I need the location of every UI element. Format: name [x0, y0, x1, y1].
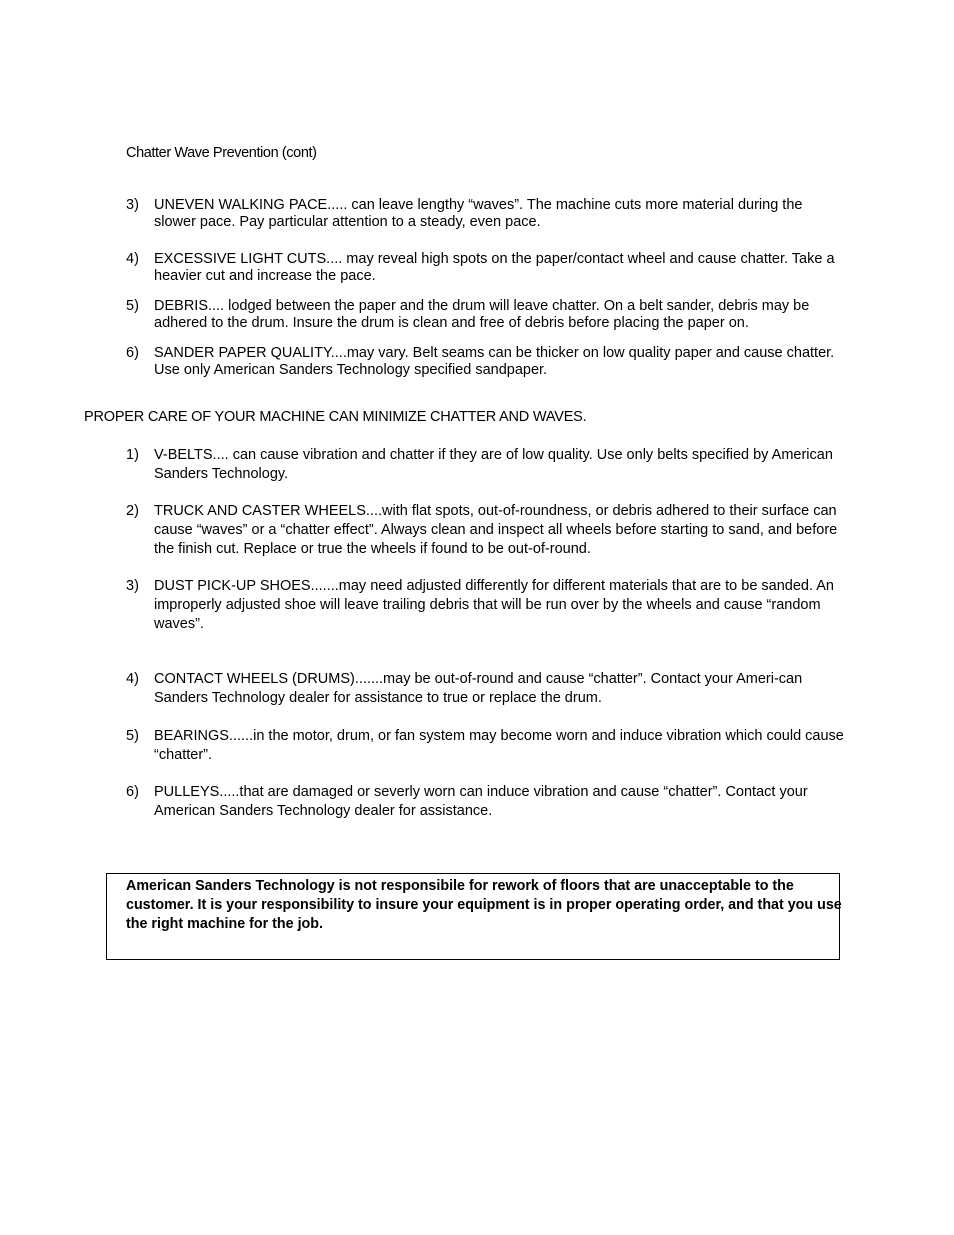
list-item-text: UNEVEN WALKING PACE..... can leave lengthy “waves”. The machine cuts more material during the slower pace. Pay particular attention to a steady, even pace. — [154, 197, 803, 230]
list-item-number: 2) — [126, 503, 139, 519]
list-item-number: 4) — [126, 671, 139, 687]
list-item-number: 3) — [126, 578, 139, 594]
section-heading: PROPER CARE OF YOUR MACHINE CAN MINIMIZE CHATTER AND WAVES. — [84, 409, 587, 425]
list-item-number: 3) — [126, 197, 139, 213]
list-item-text: TRUCK AND CASTER WHEELS....with flat spots, out-of-roundness, or debris adhered to their surface can cause “waves” or a “chatter effect”. Always clean and inspect all wheels before starting to sand, and before the finish cut. Replace or true the wheels if found to be out-of-round. — [154, 503, 838, 557]
list-item-number: 6) — [126, 784, 139, 800]
list-item-text: PULLEYS.....that are damaged or severly worn can induce vibration and cause “chatter”. Contact your American Sanders Technology dealer for assistance. — [154, 784, 808, 819]
list-item-text: CONTACT WHEELS (DRUMS).......may be out-of-round and cause “chatter”. Contact your Ameri-can Sanders Technology dealer for assistance to true or replace the drum. — [154, 671, 803, 706]
list-item-number: 5) — [126, 728, 139, 744]
list-item-text: DEBRIS.... lodged between the paper and the drum will leave chatter. On a belt sander, debris may be adhered to the drum. Insure the drum is clean and free of debris before placing the paper on. — [154, 298, 810, 331]
page-title: Chatter Wave Prevention (cont) — [126, 145, 317, 161]
list-item-number: 6) — [126, 345, 139, 361]
list-item-number: 5) — [126, 298, 139, 314]
list-item-text: V-BELTS.... can cause vibration and chatter if they are of low quality. Use only belts specified by American Sanders Technology. — [154, 447, 833, 482]
list-item-text: EXCESSIVE LIGHT CUTS.... may reveal high spots on the paper/contact wheel and cause chatter. Take a heavier cut and increase the pace. — [154, 251, 835, 284]
list-item-text: BEARINGS......in the motor, drum, or fan system may become worn and induce vibration which could cause “chatter”. — [154, 728, 844, 763]
disclaimer-text: American Sanders Technology is not responsibile for rework of floors that are unacceptable to the customer. It is your responsibility to insure your equipment is in proper operating order, and that you use the right machine for the job. — [126, 878, 842, 932]
list-item-text: SANDER PAPER QUALITY....may vary. Belt seams can be thicker on low quality paper and cause chatter. Use only American Sanders Technology specified sandpaper. — [154, 345, 835, 378]
list-item-number: 4) — [126, 251, 139, 267]
list-item-text: DUST PICK-UP SHOES.......may need adjusted differently for different materials that are to be sanded. An improperly adjusted shoe will leave trailing debris that will be run over by the wheels and cause “random waves”. — [154, 578, 834, 632]
disclaimer-box — [106, 873, 840, 960]
list-item-number: 1) — [126, 447, 139, 463]
